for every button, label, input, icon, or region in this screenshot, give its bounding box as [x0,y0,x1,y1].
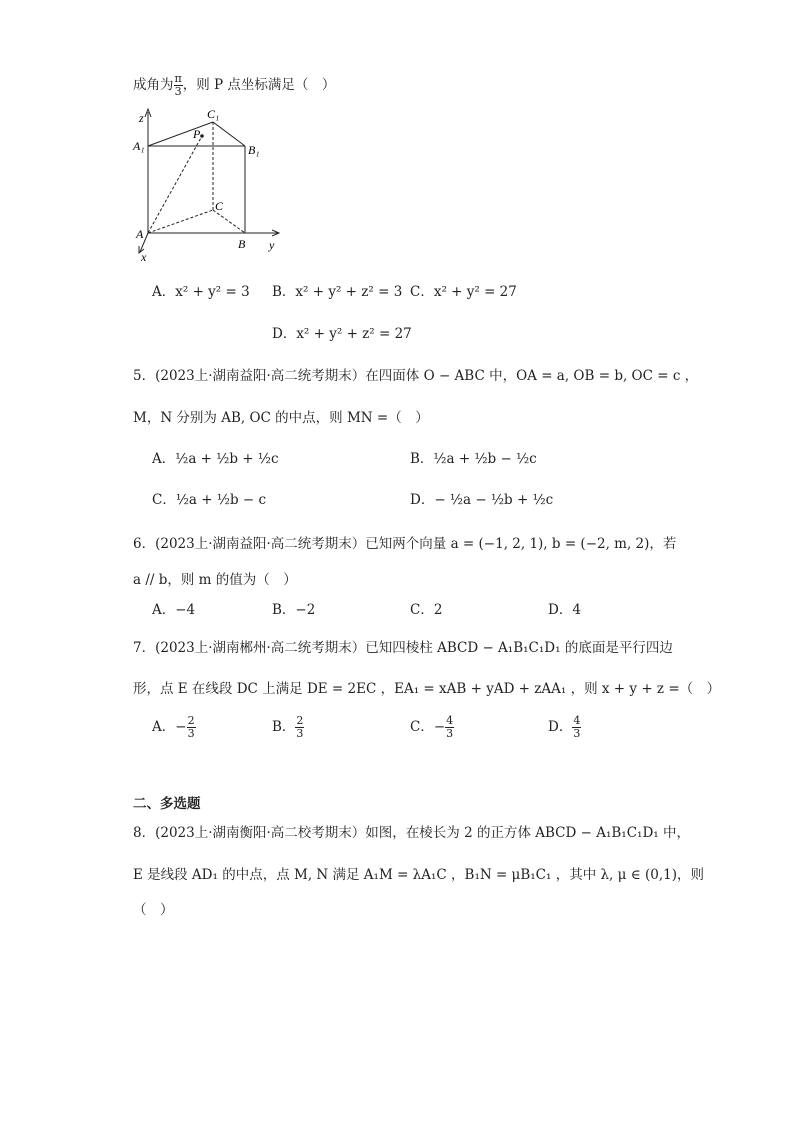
q4-option-d: D．x² + y² + z² = 27 [272,326,412,342]
label-z: z [139,111,144,125]
q5-option-d: D．− ½a − ½b + ½c [410,492,554,508]
q4-tail-line [133,70,335,100]
q6-option-d: D．4 [548,602,581,618]
q6-option-c: C．2 [410,602,443,618]
q4-tail-frac-num: π [174,72,182,85]
q7-option-d-label: D． [548,719,573,735]
label-B1: B₁ [248,143,260,157]
q5-stem-line2: M，N 分别为 AB, OC 的中点，则 MN =（ ） [133,410,429,426]
q6-option-a: A．−4 [152,602,196,618]
prism-figure [128,100,288,265]
q4-option-b: B．x² + y² + z² = 3 [272,284,403,300]
q8-stem-line3: （ ） [133,902,174,918]
label-x: x [141,250,147,264]
q7-option-b-label: B． [272,719,296,735]
q7-option-c-frac [445,715,454,740]
q7-option-c-num: 4 [446,714,454,727]
q4-tail-suffix: ，则 P 点坐标满足（ ） [182,77,336,93]
q7-option-b [272,710,304,744]
edge-A1-C1 [148,122,213,146]
q4-option-c: C．x² + y² = 27 [410,284,517,300]
q7-option-d-num: 4 [573,714,581,727]
q4-tail-fraction [174,73,183,98]
edge-C1-B1 [213,122,245,146]
segment-A-P [148,136,202,233]
q7-option-a-den: 3 [187,727,195,740]
q7-option-a [152,710,196,744]
q7-stem-line2: 形，点 E 在线段 DC 上满足 DE = 2EC ，EA₁ = xAB + yAD + zAA₁ ，则 x + y + z =（ ） [133,681,721,697]
label-A1: A₁ [133,139,145,153]
q7-option-d [548,710,581,744]
q5-option-c: C．½a + ½b − c [152,492,267,508]
point-P [200,134,204,138]
label-y: y [269,238,275,252]
q4-tail-prefix: 成角为 [133,77,174,93]
q6-stem-line2: a // b，则 m 的值为（ ） [133,572,297,588]
edge-C-B [213,210,245,233]
q8-stem-line2: E 是线段 AD₁ 的中点，点 M, N 满足 A₁M = λA₁C ，B₁N = μB₁C₁ ，其中 λ, μ ∈ (0,1)，则 [133,867,704,883]
label-A: A [136,227,144,241]
q5-option-a: A．½a + ½b + ½c [152,451,279,467]
q4-tail-frac-den: 3 [174,85,182,98]
q7-option-a-frac [187,715,196,740]
q6-stem-line1: 6．(2023上·湖南益阳·高二统考期末）已知两个向量 a = (−1, 2, 1), b = (−2, m, 2)，若 [133,536,677,552]
edge-A-C [148,210,213,233]
q7-option-d-den: 3 [573,727,581,740]
q7-option-b-den: 3 [296,727,304,740]
q7-option-a-num: 2 [187,714,195,727]
q7-option-a-label: A．− [152,719,187,735]
q5-stem-line1: 5．(2023上·湖南益阳·高二统考期末）在四面体 O − ABC 中，OA = a, OB = b, OC = c ， [133,368,699,384]
q7-option-c [410,710,454,744]
q7-option-d-frac [572,715,581,740]
q7-option-c-den: 3 [446,727,454,740]
q7-option-b-frac [295,715,304,740]
q4-option-a: A．x² + y² = 3 [152,284,250,300]
q5-option-b: B．½a + ½b − ½c [410,451,537,467]
section-heading-multiple-choice: 二、多选题 [133,796,201,812]
q7-stem-line1: 7．(2023上·湖南郴州·高二统考期末）已知四棱柱 ABCD − A₁B₁C₁D₁ 的底面是平行四边 [133,640,673,656]
label-B: B [238,237,246,251]
label-C1: C₁ [207,107,220,121]
q6-option-b: B．−2 [272,602,316,618]
q8-stem-line1: 8．(2023上·湖南衡阳·高二校考期末）如图，在棱长为 2 的正方体 ABCD − A₁B₁C₁D₁ 中， [133,825,690,841]
q7-option-c-label: C．− [410,719,446,735]
label-C: C [215,199,224,213]
q7-option-b-num: 2 [296,714,304,727]
label-P: P [193,127,201,141]
